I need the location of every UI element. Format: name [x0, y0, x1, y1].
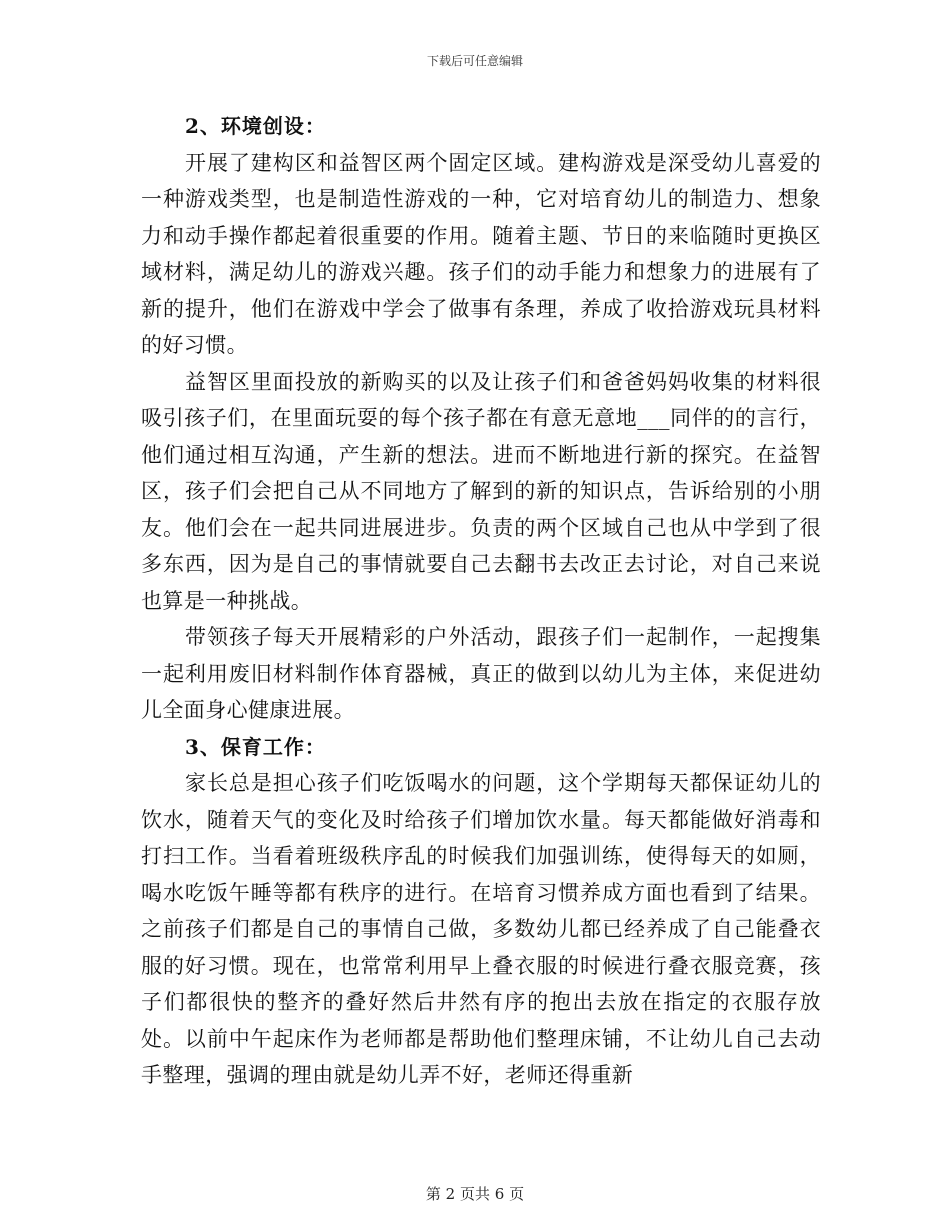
page-header: 下载后可任意编辑 — [426, 54, 523, 68]
section-heading-care-work: 3、保育工作： — [185, 734, 326, 759]
paragraph-construction-area: 开展了建构区和益智区两个固定区域。建构游戏是深受幼儿喜爱的一种游戏类型，也是制造性游戏的一种，它对培育幼儿的制造力、想象力和动手操作都起着很重要的作用。随着主题、节日的来临随时更换区域材料，满足幼儿的游戏兴趣。孩子们的动手能力和想象力的进展有了新的提升，他们在游戏中学会了做事有条理，养成了收拾游戏玩具材料的好习惯。 — [141, 150, 821, 357]
paragraph-outdoor-activity: 带领孩子每天开展精彩的户外活动，跟孩子们一起制作，一起搜集一起利用废旧材料制作体育器械，真正的做到以幼儿为主体，来促进幼儿全面身心健康进展。 — [141, 625, 821, 722]
document-body — [141, 108, 821, 1094]
section-heading-environment: 2、环境创设： — [185, 114, 326, 138]
paragraph-care-work: 家长总是担心孩子们吃饭喝水的问题，这个学期每天都保证幼儿的饮水，随着天气的变化及时给孩子们增加饮水量。每天都能做好消毒和打扫工作。当看着班级秩序乱的时候我们加强训练，使得每天的如厕，喝水吃饭午睡等都有秩序的进行。在培育习惯养成方面也看到了结果。之前孩子们都是自己的事情自己做，多数幼儿都已经养成了自己能叠衣服的好习惯。现在，也常常利用早上叠衣服的时候进行叠衣服竞赛，孩子们都很快的整齐的叠好然后井然有序的抱出去放在指定的衣服存放处。以前中午起床作为老师都是帮助他们整理床铺，不让幼儿自己去动手整理，强调的理由就是幼儿弄不好，老师还得重新 — [141, 771, 821, 1087]
paragraph-puzzle-area: 益智区里面投放的新购买的以及让孩子们和爸爸妈妈收集的材料很吸引孩子们，在里面玩耍的每个孩子都在有意无意地___同伴的的言行，他们通过相互沟通，产生新的想法。进而不断地进行新的探究。在益智区，孩子们会把自己从不同地方了解到的新的知识点，告诉给别的小朋友。他们会在一起共同进展进步。负责的两个区域自己也从中学到了很多东西，因为是自己的事情就要自己去翻书去改正去讨论，对自己来说也算是一种挑战。 — [141, 369, 821, 613]
page-footer: 第 2 页共 6 页 — [425, 1185, 525, 1203]
